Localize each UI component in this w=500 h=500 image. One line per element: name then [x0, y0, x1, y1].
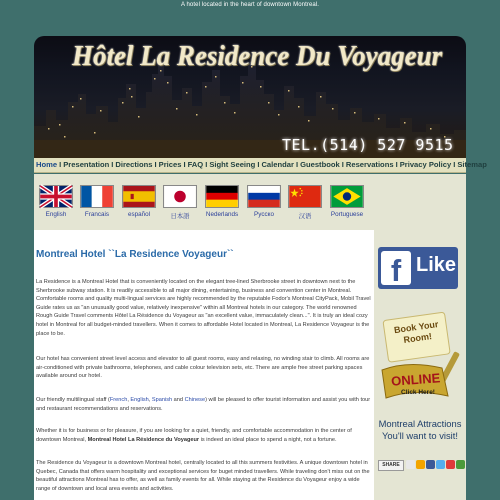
language-french[interactable] [75, 185, 119, 218]
nav-separator: I [395, 160, 398, 169]
nav-calendar[interactable]: Calendar [261, 160, 294, 169]
language-portuguese[interactable] [325, 185, 369, 218]
book-online-button[interactable] [378, 310, 464, 405]
facebook-icon: f [381, 251, 411, 285]
language-english-link[interactable]: English [130, 397, 149, 403]
language-chinese[interactable] [283, 185, 327, 220]
business-text: Whether it is for business or for pleasure, if you are looking for a quiet, friendly, and comfortable accommodation in the center of downtown Montreal, [36, 428, 352, 443]
book-click-text: Click Here! [401, 389, 435, 396]
language-selector [34, 174, 466, 230]
nav-guestbook[interactable]: Guestbook [300, 160, 340, 169]
twitter-icon[interactable] [436, 460, 445, 469]
language-dutch[interactable] [200, 185, 244, 218]
staff-text: , [127, 397, 131, 403]
language-chinese-link[interactable]: Chinese [184, 397, 206, 403]
staff-paragraph [36, 396, 372, 413]
nav-sight-seeing[interactable]: Sight Seeing [209, 160, 256, 169]
spain-flag-icon[interactable] [122, 185, 156, 208]
nav-prices[interactable]: Prices [158, 160, 182, 169]
uk-flag-icon[interactable] [39, 185, 73, 208]
language-label[interactable]: español [127, 211, 151, 218]
reddit-icon[interactable] [446, 460, 455, 469]
nav-separator: I [453, 160, 456, 169]
phone-number: TEL.(514) 527 9515 [282, 136, 454, 154]
page-title: Montreal Hotel ``La Residence Voyageur`` [36, 249, 234, 260]
main-nav [34, 158, 487, 173]
language-label[interactable]: Portuguese [330, 211, 364, 218]
nav-faq[interactable]: FAQ [187, 160, 204, 169]
email-icon[interactable] [406, 460, 415, 469]
staff-text: Our friendly multilingual staff ( [36, 397, 110, 403]
nav-separator: I [205, 160, 208, 169]
facebook-share-icon[interactable] [426, 460, 435, 469]
japan-flag-icon[interactable] [163, 185, 197, 208]
attractions-paragraph: The Residence du Voyageur is a downtown Montreal hotel, centrally located to all this summers festivities. A unique downtown hotel in Quebec, Canada that offers warm hospitality and exceptional services for buget minded travellers. While traveling don't miss out on the beautiful attractions Montreal has to offer, as well as family events for all. While staying at the Residence du Voyageur enjoy a wide range of downtown and local area events and activities. [36, 460, 370, 492]
nav-home[interactable]: Home [36, 160, 58, 169]
language-japanese[interactable] [158, 185, 202, 220]
france-flag-icon[interactable] [80, 185, 114, 208]
language-spanish[interactable] [117, 185, 161, 218]
attractions-line1: Montreal Attractions [378, 418, 462, 429]
language-spanish-link[interactable]: Spanish [151, 397, 173, 403]
intro-paragraph: La Residence is a Montreal Hotel that is conveniently located on the elegant tree-lined Sherbrooke street in downtown next to the Sherbrooke subway station. It is readily accessible to all major dining, entertaining, business and convention center in Montreal. Comfortable rooms and quality multi-lingual services are highly recommended by the reputable Fodor's Montreal CityPack, Mobil Travel Guide rates us as "an unusually good value, relatively inexpensive" within all Montreal hotels in our category. The world renowned Rough Guide Travel comments Hôtel La Résidence du Voyageur as "an excellent value, immaculately clean...". It is truly an ideal cozy hotel in Montreal for all budget-minded travellers. When it comes to affordable Hotel located in Montreal, La Residence Voyageur is the place to be. [36, 279, 371, 337]
nav-separator: I [341, 160, 344, 169]
business-paragraph [36, 427, 372, 444]
nav-separator: I [295, 160, 299, 169]
nav-privacy-policy[interactable]: Privacy Policy [399, 160, 452, 169]
staff-text: , [148, 397, 152, 403]
hotel-name-bold: Montreal Hotel La Résidence du Voyageur [87, 436, 200, 443]
facebook-like-button[interactable] [378, 247, 458, 289]
attractions-line2: You'll want to visit! [382, 430, 458, 441]
language-english[interactable] [34, 185, 78, 218]
staff-text: ) will be pleased to offer tourist information and assist you with tour and restaurant recommendations and reservations. [36, 397, 371, 412]
russia-flag-icon[interactable] [247, 185, 281, 208]
digg-icon[interactable] [416, 460, 425, 469]
facebook-like-label: Like [416, 254, 457, 276]
language-label[interactable]: 汉语 [298, 213, 312, 220]
language-label[interactable]: Nederlands [205, 211, 239, 218]
share-button[interactable]: SHARE [378, 460, 404, 471]
attractions-heading[interactable] [374, 418, 466, 442]
language-french-link[interactable]: French [109, 397, 128, 403]
nav-separator: I [59, 160, 62, 169]
business-text: is indeed an ideal place to spend a night, not a fortune. [199, 436, 337, 443]
nav-separator: I [183, 160, 186, 169]
nav-presentation[interactable]: Presentation [63, 160, 110, 169]
book-text-line1: Book Your [393, 319, 440, 336]
nav-separator: I [257, 160, 260, 169]
language-label[interactable]: 日本語 [170, 213, 190, 220]
share-bar [378, 460, 466, 470]
brazil-flag-icon[interactable] [330, 185, 364, 208]
amenities-paragraph: Our hotel has convenient street level access and elevator to all guest rooms, easy and relaxing, no winding stair to climb. All rooms are air-conditioned with private bathrooms, telephones, and cable colour television sets, etc. There are ample free street parking spaces available around our hotel. [36, 356, 370, 380]
germany-flag-icon[interactable] [205, 185, 239, 208]
language-label[interactable]: Francais [84, 211, 110, 218]
header-tagline: A hotel located in the heart of downtown Montreal. [180, 2, 320, 8]
book-text-line2: Room! [402, 331, 433, 345]
china-flag-icon[interactable] [288, 185, 322, 208]
sidebar [374, 230, 466, 500]
main-content [34, 230, 374, 500]
nav-directions[interactable]: Directions [115, 160, 153, 169]
nav-separator: I [154, 160, 157, 169]
nav-reservations[interactable]: Reservations [345, 160, 394, 169]
language-label[interactable]: Русско [254, 211, 274, 218]
book-online-text: ONLINE [390, 370, 441, 389]
language-label[interactable]: English [45, 211, 67, 218]
nav-sitemap[interactable]: Sitemap [457, 160, 487, 169]
more-share-icon[interactable] [456, 460, 465, 469]
staff-text: and [172, 397, 185, 403]
hotel-name-logo[interactable]: Hôtel La Residence Du Voyageur [72, 40, 443, 72]
nav-separator: I [111, 160, 114, 169]
language-russian[interactable] [242, 185, 286, 218]
